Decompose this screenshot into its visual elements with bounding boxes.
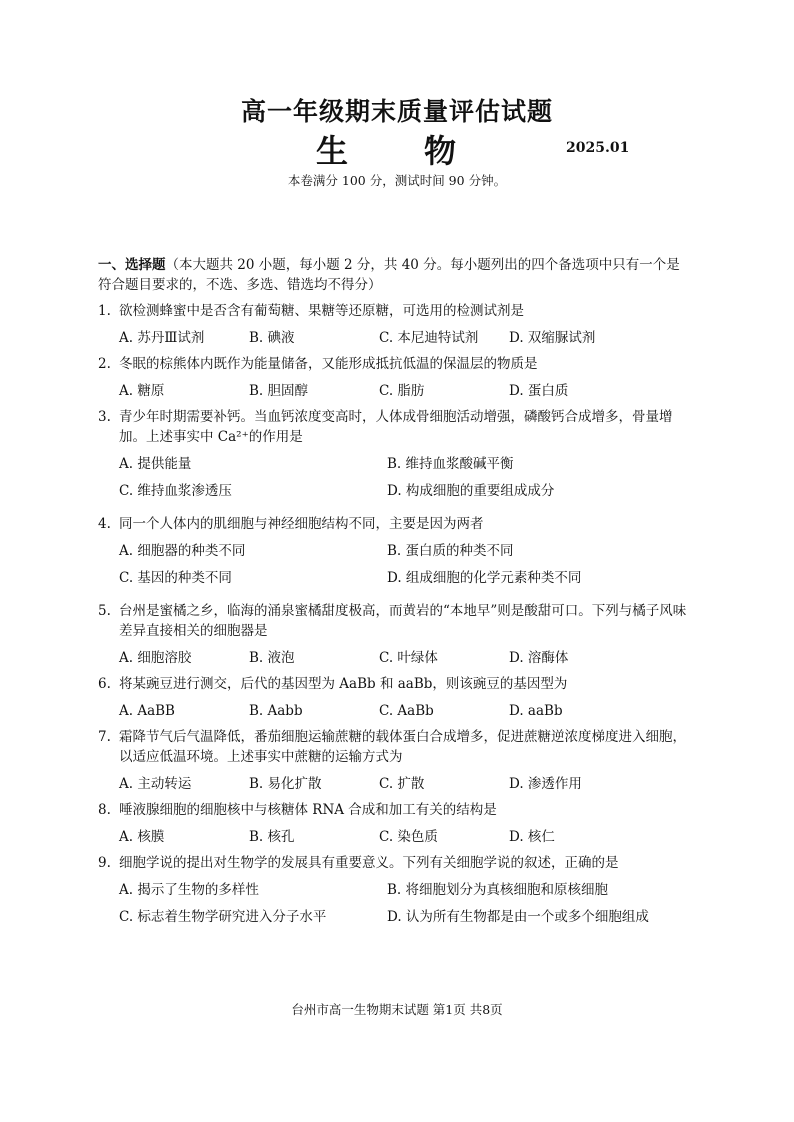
question-number: 7. (98, 729, 111, 745)
question-stem (98, 514, 688, 534)
question-text: 欲检测蜂蜜中是否含有葡萄糖、果糖等还原糖，可选用的检测试剂是 (119, 303, 524, 319)
answer-option: D. 核仁 (509, 829, 555, 845)
answer-option: A. 提供能量 (119, 456, 192, 472)
option-list (98, 701, 688, 721)
answer-option: D. 双缩脲试剂 (509, 330, 596, 346)
question-text: 台州是蜜橘之乡，临海的涌泉蜜橘甜度极高，而黄岩的“本地早”则是酸甜可口。下列与橘子风味差异直接相关的细胞器是 (119, 603, 687, 639)
answer-option: B. 易化扩散 (249, 776, 322, 792)
answer-option: D. 蛋白质 (509, 383, 569, 399)
option-list (98, 541, 688, 595)
answer-option: A. 细胞溶胶 (119, 650, 192, 666)
question-number: 1. (98, 303, 111, 319)
answer-option: C. 标志着生物学研究进入分子水平 (119, 909, 327, 925)
option-list (98, 381, 688, 401)
answer-option: A. 苏丹Ⅲ试剂 (119, 330, 205, 346)
question-text: 细胞学说的提出对生物学的发展具有重要意义。下列有关细胞学说的叙述，正确的是 (119, 855, 619, 871)
question-text: 将某豌豆进行测交，后代的基因型为 AaBb 和 aaBb，则该豌豆的基因型为 (119, 676, 568, 692)
answer-option: A. 核膜 (119, 829, 165, 845)
option-list (98, 454, 688, 508)
answer-option: A. 主动转运 (119, 776, 192, 792)
question-item (98, 514, 688, 595)
question-list (98, 301, 688, 934)
question-text: 唾液腺细胞的细胞核中与核糖体 RNA 合成和加工有关的结构是 (119, 802, 497, 818)
question-stem (98, 800, 688, 820)
option-list (98, 827, 688, 847)
section-description: （本大题共 20 小题，每小题 2 分，共 40 分。每小题列出的四个备选项中只有一个是符合题目要求的，不选、多选、错选均不得分） (98, 257, 680, 293)
question-stem (98, 407, 688, 447)
option-list (98, 328, 688, 348)
answer-option: C. 染色质 (379, 829, 438, 845)
question-item (98, 354, 688, 401)
question-number: 4. (98, 516, 111, 532)
answer-option: B. 将细胞划分为真核细胞和原核细胞 (387, 882, 609, 898)
answer-option: D. aaBb (509, 703, 563, 719)
answer-option: B. Aabb (249, 703, 303, 719)
answer-option: B. 胆固醇 (249, 383, 309, 399)
option-list (98, 648, 688, 668)
exam-note: 本卷满分 100 分，测试时间 90 分钟。 (287, 173, 507, 188)
exam-content (98, 255, 688, 934)
question-number: 8. (98, 802, 111, 818)
question-number: 5. (98, 603, 111, 619)
answer-option: C. 扩散 (379, 776, 425, 792)
question-text: 冬眠的棕熊体内既作为能量储备，又能形成抵抗低温的保温层的物质是 (119, 356, 538, 372)
answer-option: B. 维持血浆酸碱平衡 (387, 456, 514, 472)
question-stem (98, 674, 688, 694)
answer-option: C. 基因的种类不同 (119, 570, 232, 586)
question-text: 同一个人体内的肌细胞与神经细胞结构不同，主要是因为两者 (119, 516, 484, 532)
section-title: 一、选择题 (98, 257, 166, 273)
answer-option: B. 核孔 (249, 829, 295, 845)
page-footer: 台州市高一生物期末试题 第1页 共8页 (291, 1002, 503, 1017)
answer-option: D. 认为所有生物都是由一个或多个细胞组成 (387, 909, 649, 925)
answer-option: D. 溶酶体 (509, 650, 569, 666)
option-list (98, 880, 688, 934)
question-item (98, 800, 688, 847)
subject-title: 生 物 (315, 132, 478, 170)
question-item (98, 301, 688, 348)
answer-option: A. 糖原 (119, 383, 165, 399)
option-list (98, 774, 688, 794)
answer-option: C. 脂肪 (379, 383, 425, 399)
question-item (98, 407, 688, 508)
answer-option: B. 碘液 (249, 330, 295, 346)
question-stem (98, 354, 688, 374)
question-number: 3. (98, 409, 111, 425)
answer-option: B. 液泡 (249, 650, 295, 666)
answer-option: C. AaBb (379, 703, 434, 719)
exam-date: 2025.01 (566, 140, 630, 156)
question-text: 霜降节气后气温降低，番茄细胞运输蔗糖的载体蛋白合成增多，促进蔗糖逆浓度梯度进入细胞，以适应低温环境。上述事实中蔗糖的运输方式为 (119, 729, 686, 765)
answer-option: C. 叶绿体 (379, 650, 438, 666)
answer-option: A. 揭示了生物的多样性 (119, 882, 259, 898)
question-item (98, 727, 688, 794)
section-header (98, 255, 688, 295)
answer-option: C. 维持血浆渗透压 (119, 483, 232, 499)
answer-option: D. 渗透作用 (509, 776, 582, 792)
answer-option: B. 蛋白质的种类不同 (387, 543, 514, 559)
question-stem (98, 601, 688, 641)
answer-option: A. AaBB (119, 703, 175, 719)
question-number: 9. (98, 855, 111, 871)
question-item (98, 674, 688, 721)
question-stem (98, 727, 688, 767)
question-item (98, 853, 688, 934)
question-stem (98, 853, 688, 873)
question-stem (98, 301, 688, 321)
answer-option: A. 细胞器的种类不同 (119, 543, 246, 559)
answer-option: D. 构成细胞的重要组成成分 (387, 483, 555, 499)
question-item (98, 601, 688, 668)
question-number: 6. (98, 676, 111, 692)
exam-title: 高一年级期末质量评估试题 (240, 97, 553, 126)
question-text: 青少年时期需要补钙。当血钙浓度变高时，人体成骨细胞活动增强，磷酸钙合成增多，骨量增加。上述事实中 Ca²⁺的作用是 (119, 409, 673, 445)
answer-option: C. 本尼迪特试剂 (379, 330, 479, 346)
answer-option: D. 组成细胞的化学元素种类不同 (387, 570, 582, 586)
question-number: 2. (98, 356, 111, 372)
